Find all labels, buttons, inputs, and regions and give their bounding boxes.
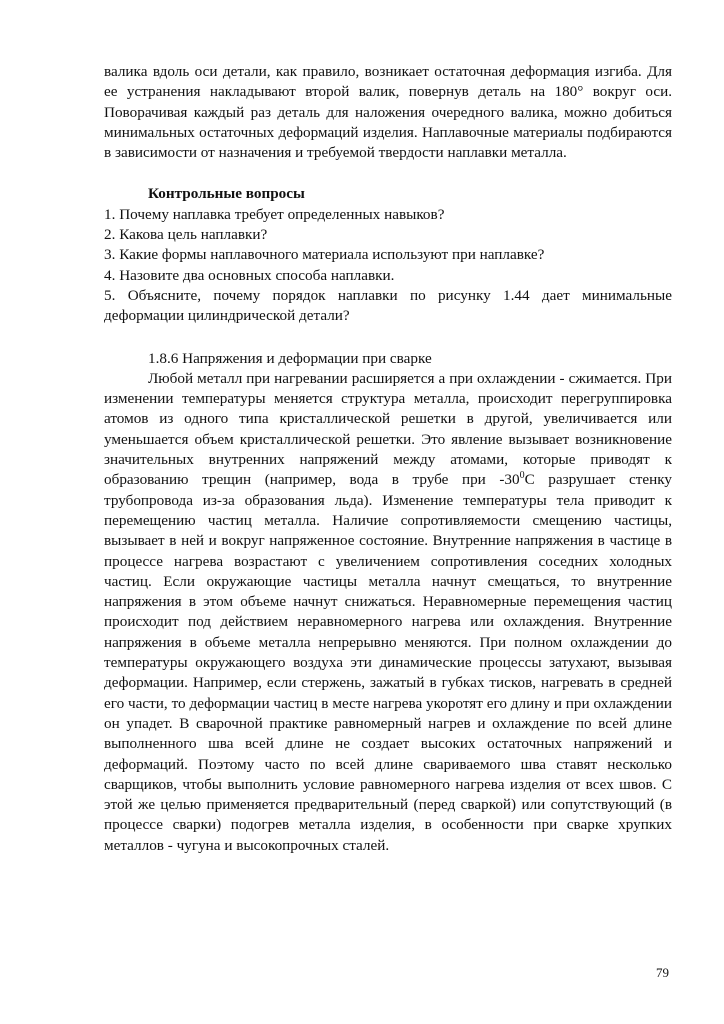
section-title: 1.8.6 Напряжения и деформации при сварке [148,349,432,367]
control-questions-list [104,205,672,327]
section-body-part1: Любой металл при нагревании расширяется а при охлаждении - сжимается. При изменении температуры меняется структура металла, происходит перегруппировка атомов из одного типа кристаллической решетки в другой, увеличивается или уменьшается объем кристаллической решетки. Это явление вызывает возникновение значительных внутренних напряжений между атомами, которые приводят к образованию трещин (например, вода в трубе при -30 [104,369,672,489]
page-content [104,62,672,856]
section-body [104,369,672,856]
section-body-part2: С разрушает стенку трубопровода из-за образования льда). Изменение температуры тела приводит к перемещению частиц металла. Наличие сопротивляемости смещению частицы, вызывает в ней и вокруг напряженное состояние. Внутренние напряжения в частице в процессе нагрева возрастают с увеличением сопротивления соседних холодных частиц. Если окружающие частицы металла начнут смещаться, то внутренние напряжения в этом объеме начнут снижаться. Неравномерные перемещения частиц происходит под действием неравномерного нагрева или охлаждения. Внутренние напряжения в объеме металла непрерывно меняются. При полном охлаждении до температуры окружающего воздуха эти динамические процессы затухают, вызывая деформации. Например, если стержень, зажатый в губках тисков, нагревать в средней его части, то деформации частиц в месте нагрева укоротят его длину и при охлаждении он упадет. В сварочной практике равномерный нагрев и охлаждение по всей длине выполненного шва всей длине не создает высоких остаточных напряжений и деформаций. Поэтому часто по всей длине свариваемого шва ставят несколько сварщиков, чтобы выполнить условие равномерного нагрева изделия от всех швов. С этой же целью применяется предварительный (перед сваркой) или сопутствующий (в процессе сварки) подогрев металла изделия, в особенности при сварке хрупких металлов - чугуна и высокопрочных сталей. [104,471,672,854]
question-item: 3. Какие формы наплавочного материала используют при наплавке? [104,246,545,264]
question-item: 2. Какова цель наплавки? [104,226,268,244]
control-questions-heading: Контрольные вопросы [148,185,305,203]
temperature-degree: 0 [519,470,525,482]
question-item: 4. Назовите два основных способа наплавки. [104,266,395,284]
page-number: 79 [656,965,669,980]
question-item: 5. Объясните, почему порядок наплавки по рисунку 1.44 дает минимальные деформации цилиндрической детали? [104,286,672,325]
intro-paragraph: валика вдоль оси детали, как правило, возникает остаточная деформация изгиба. Для ее устранения накладывают второй валик, повернув деталь на 180° вокруг оси. Поворачивая каждый раз деталь для наложения очередного валика, можно добиться минимальных остаточных деформаций изделия. Наплавочные материалы подбираются в зависимости от назначения и требуемой твердости наплавки металла. [104,63,672,162]
question-item: 1. Почему наплавка требует определенных навыков? [104,205,445,223]
